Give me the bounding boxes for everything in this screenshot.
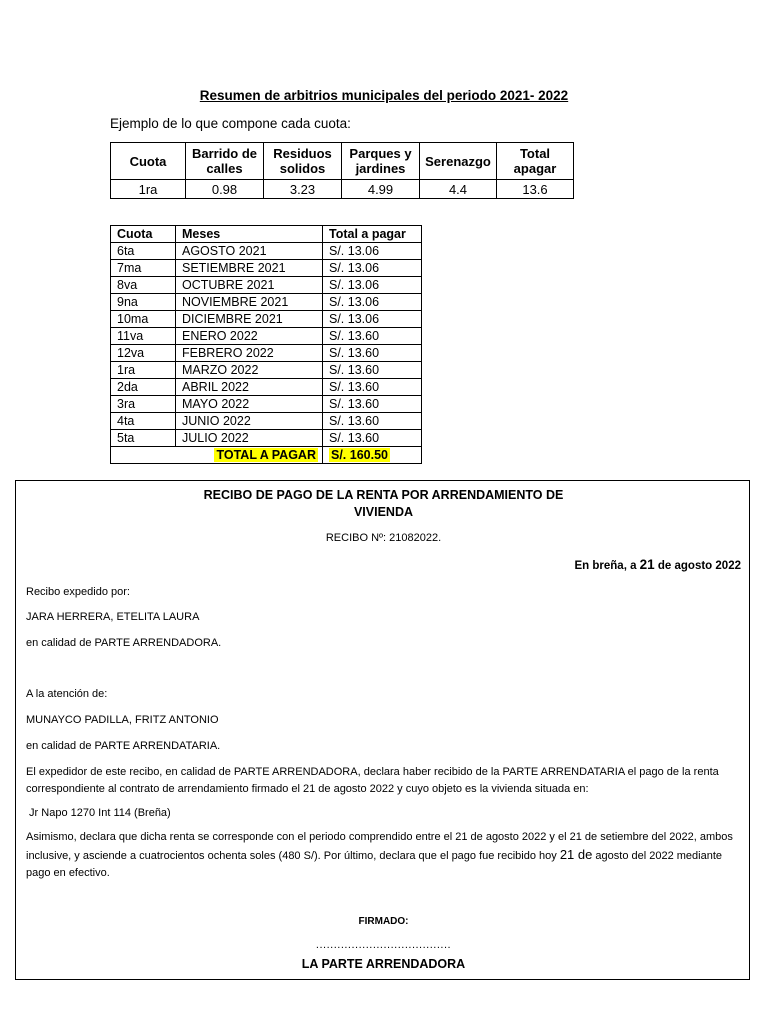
cell-cuota: 8va xyxy=(111,277,176,294)
cell-cuota: 2da xyxy=(111,379,176,396)
table-row xyxy=(111,430,422,447)
monthly-payments-table xyxy=(110,225,422,464)
signing-party: LA PARTE ARRENDADORA xyxy=(301,957,466,971)
cell-mes: SETIEMBRE 2021 xyxy=(176,260,323,277)
table-header-row xyxy=(111,143,574,180)
cell-cuota: 3ra xyxy=(111,396,176,413)
table-cell: 1ra xyxy=(111,180,186,199)
table-row xyxy=(111,277,422,294)
table-cell: 3.23 xyxy=(264,180,342,199)
date-day: 21 xyxy=(639,557,655,572)
recipient-name: MUNAYCO PADILLA, FRITZ ANTONIO xyxy=(26,714,219,726)
cell-mes: AGOSTO 2021 xyxy=(176,243,323,260)
header-total: Total apagar xyxy=(497,143,574,180)
cell-total: S/. 13.60 xyxy=(323,362,422,379)
period-text xyxy=(26,829,741,882)
total-value: S/. 160.50 xyxy=(331,448,388,462)
cell-mes: ENERO 2022 xyxy=(176,328,323,345)
table-cell: 4.99 xyxy=(342,180,420,199)
header-cuota: Cuota xyxy=(111,226,176,243)
receipt-title xyxy=(16,487,751,521)
cell-mes: DICIEMBRE 2021 xyxy=(176,311,323,328)
cell-total: S/. 13.06 xyxy=(323,277,422,294)
cell-cuota: 9na xyxy=(111,294,176,311)
summary-intro: Ejemplo de lo que compone cada cuota: xyxy=(110,116,351,131)
date-prefix: En breña, a xyxy=(574,560,640,572)
table-row xyxy=(111,362,422,379)
header-meses: Meses xyxy=(176,226,323,243)
cell-mes: MARZO 2022 xyxy=(176,362,323,379)
total-blank-cell xyxy=(111,447,176,464)
recipient-role: en calidad de PARTE ARRENDATARIA. xyxy=(26,740,221,752)
total-row xyxy=(111,447,422,464)
cell-mes: MAYO 2022 xyxy=(176,396,323,413)
table-header-row xyxy=(111,226,422,243)
date-suffix: de agosto 2022 xyxy=(654,560,741,572)
table-cell: 4.4 xyxy=(420,180,497,199)
header-residuos: Residuos solidos xyxy=(264,143,342,180)
table-row xyxy=(111,180,574,199)
cell-total: S/. 13.06 xyxy=(323,311,422,328)
table-row xyxy=(111,243,422,260)
signed-label: FIRMADO: xyxy=(358,916,409,927)
table-row xyxy=(111,311,422,328)
issuer-role: en calidad de PARTE ARRENDADORA. xyxy=(26,637,222,649)
cell-cuota: 4ta xyxy=(111,413,176,430)
total-label: TOTAL A PAGAR xyxy=(216,448,316,462)
cell-total: S/. 13.60 xyxy=(323,345,422,362)
period-text-b: agosto del 2022 mediante pago en efectivo. xyxy=(26,850,723,879)
cell-total: S/. 13.06 xyxy=(323,260,422,277)
period-text-day: 21 de xyxy=(559,847,593,862)
rent-receipt xyxy=(15,480,750,980)
cell-cuota: 7ma xyxy=(111,260,176,277)
table-row xyxy=(111,328,422,345)
cell-cuota: 11va xyxy=(111,328,176,345)
cell-cuota: 12va xyxy=(111,345,176,362)
table-row xyxy=(111,260,422,277)
header-parques: Parques y jardines xyxy=(342,143,420,180)
cell-cuota: 5ta xyxy=(111,430,176,447)
table-row xyxy=(111,413,422,430)
cell-total: S/. 13.06 xyxy=(323,243,422,260)
table-cell: 13.6 xyxy=(497,180,574,199)
table-row xyxy=(111,294,422,311)
cell-cuota: 10ma xyxy=(111,311,176,328)
signature-line: ...................................... xyxy=(315,939,452,951)
cell-mes: ABRIL 2022 xyxy=(176,379,323,396)
issued-by-label: Recibo expedido por: xyxy=(26,586,130,598)
header-serenazgo: Serenazgo xyxy=(420,143,497,180)
cell-total: S/. 13.60 xyxy=(323,328,422,345)
header-cuota: Cuota xyxy=(111,143,186,180)
cell-mes: JUNIO 2022 xyxy=(176,413,323,430)
receipt-date xyxy=(574,557,741,572)
cell-mes: FEBRERO 2022 xyxy=(176,345,323,362)
header-total-a-pagar: Total a pagar xyxy=(323,226,422,243)
receipt-number: RECIBO Nº: 21082022. xyxy=(325,532,442,544)
cell-total: S/. 13.60 xyxy=(323,379,422,396)
declaration-text: El expedidor de este recibo, en calidad de PARTE ARRENDADORA, declara haber recibido de la PARTE ARRENDATARIA el pago de la renta correspondiente al contrato de arrendamiento firmado el 21 de agosto 2022 y cuyo objeto es la vivienda situada en: xyxy=(26,766,719,795)
cell-mes: OCTUBRE 2021 xyxy=(176,277,323,294)
table-row xyxy=(111,396,422,413)
total-value-cell xyxy=(323,447,422,464)
receipt-title-line2: VIVIENDA xyxy=(353,505,414,519)
table-cell: 0.98 xyxy=(186,180,264,199)
cell-cuota: 1ra xyxy=(111,362,176,379)
attention-label: A la atención de: xyxy=(26,688,108,700)
cell-mes: NOVIEMBRE 2021 xyxy=(176,294,323,311)
cell-total: S/. 13.60 xyxy=(323,430,422,447)
quota-breakdown-table xyxy=(110,142,574,199)
cell-mes: JULIO 2022 xyxy=(176,430,323,447)
header-barrido: Barrido de calles xyxy=(186,143,264,180)
total-label-cell xyxy=(176,447,323,464)
table-row xyxy=(111,379,422,396)
property-address: Jr Napo 1270 Int 114 (Breña) xyxy=(26,807,171,819)
summary-title: Resumen de arbitrios municipales del periodo 2021- 2022 xyxy=(199,88,569,103)
cell-cuota: 6ta xyxy=(111,243,176,260)
table-row xyxy=(111,345,422,362)
issuer-name: JARA HERRERA, ETELITA LAURA xyxy=(26,611,200,623)
cell-total: S/. 13.60 xyxy=(323,396,422,413)
cell-total: S/. 13.60 xyxy=(323,413,422,430)
period-text-a: Asimismo, declara que dicha renta se corresponde con el periodo comprendido entre el 21 de agosto 2022 y el 21 de setiembre del 2022, ambos inclusive, y asciende a cuatrocientos ochenta soles (480 S/). Por último, declara que el pago fue recibido hoy xyxy=(26,831,733,862)
receipt-title-line1: RECIBO DE PAGO DE LA RENTA POR ARRENDAMIENTO DE xyxy=(203,488,564,502)
cell-total: S/. 13.06 xyxy=(323,294,422,311)
